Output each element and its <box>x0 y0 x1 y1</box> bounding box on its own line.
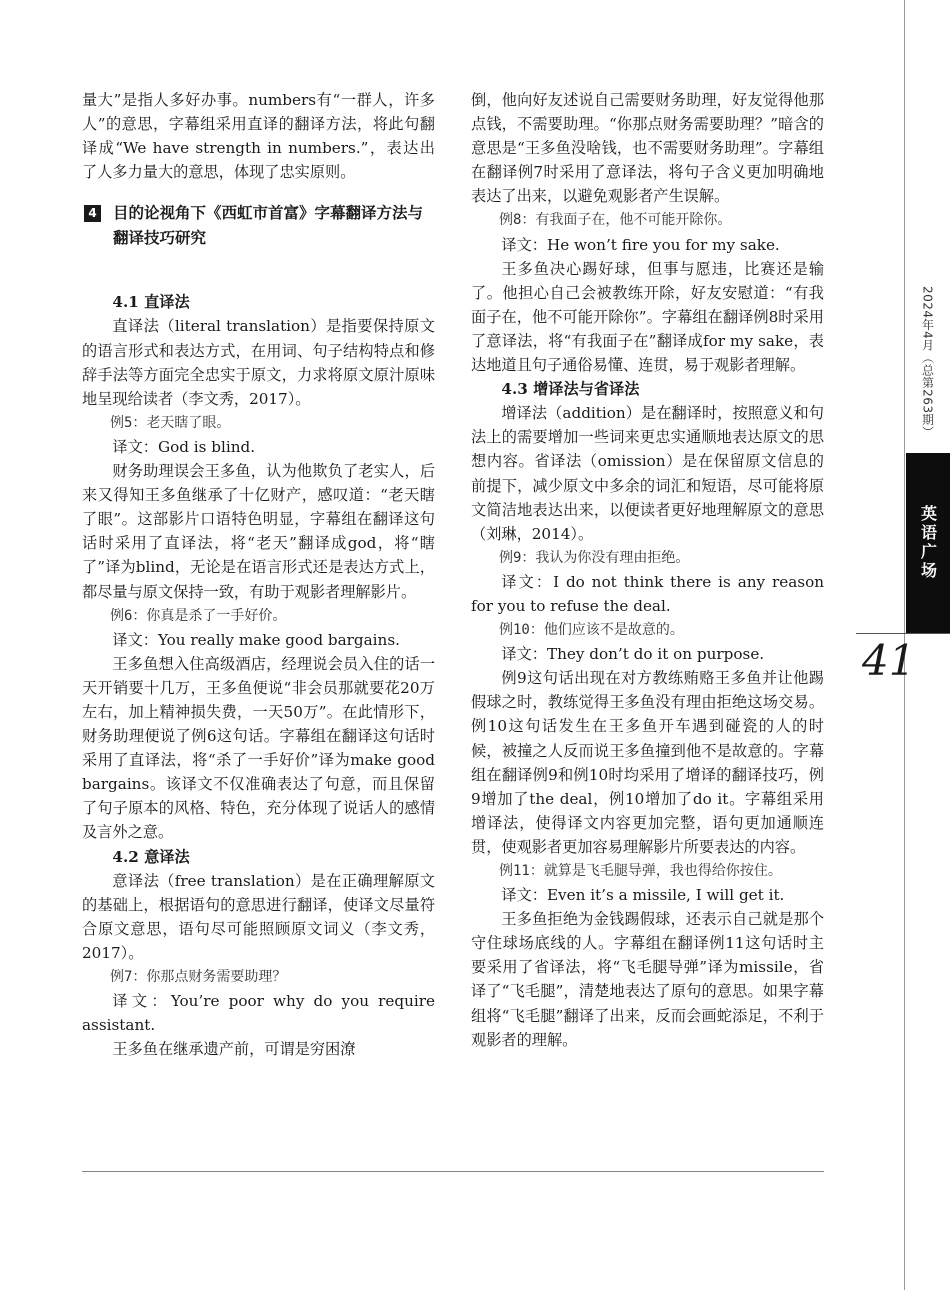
example-source: 例9：我认为你没有理由拒绝。 <box>499 549 690 566</box>
example-source: 例8：有我面子在，他不可能开除你。 <box>499 212 732 229</box>
issue-label: 2024年4月（总第263期） <box>920 285 935 439</box>
left-column <box>82 88 435 1061</box>
example-translation: 译文：You’re poor why do you require assistant. <box>82 992 435 1035</box>
right-column <box>471 88 824 1052</box>
section-title: 目的论视角下《西虹市首富》字幕翻译方法与翻译技巧研究 <box>113 204 424 248</box>
paragraph: 例9这句话出现在对方教练贿赂王多鱼并让他踢假球之时，教练觉得王多鱼没有理由拒绝这场交易。例10这句话发生在王多鱼开车遇到碰瓷的人的时候，被撞之人反而说王多鱼撞到他不是故意的。字幕组在翻译例9和例10时均采用了增译的翻译技巧，例9增加了the deal，例10增加了do it。字幕组采用增译法，使得译文内容更加完整，语句更加通顺连贯，使观影者更加容易理解影片所要表达的内容。 <box>471 669 824 856</box>
paragraph: 王多鱼想入住高级酒店，经理说会员入住的话一天开销要十几万，王多鱼便说“非会员那就要花20万左右，加上精神损失费，一天50万”。在此情形下，财务助理便说了例6这句话。字幕组在翻译这句话时采用了直译法，将“杀了一手好价”译为make good bargains。该译文不仅准确表达了句意，而且保留了句子原本的风格、特色，充分体现了说话人的感情及言外之意。 <box>82 654 435 842</box>
section-number: 4 <box>84 205 101 222</box>
example-source: 例11：就算是飞毛腿导弹，我也得给你按住。 <box>499 863 782 879</box>
page-number: 41 <box>862 636 916 685</box>
paragraph: 王多鱼拒绝为金钱踢假球，还表示自己就是那个守住球场底线的人。字幕组在翻译例11这句话时主要采用了省译法，将“飞毛腿导弹”译为missile，省译了“飞毛腿”，清楚地表达了原句的意思。如果字幕组将“飞毛腿”翻译了出来，反而会画蛇添足，不利于观影者的理解。 <box>471 910 824 1049</box>
example-translation: 译文：I do not think there is any reason for you to refuse the deal. <box>471 572 824 615</box>
paragraph: 增译法（addition）是在翻译时，按照意义和句法上的需要增加一些词来更忠实通顺地表达原文的思想内容。省译法（omission）是在保留原文信息的前提下，减少原文中多余的词汇和短语，尽可能将原文简洁地表达出来，以便读者更好地理解原文的意思（刘琳，2014）。 <box>471 404 824 543</box>
example-source: 例7：你那点财务需要助理？ <box>110 969 287 985</box>
paragraph: 王多鱼决心踢好球，但事与愿违，比赛还是输了。他担心自己会被教练开除，好友安慰道：“有我面子在，他不可能开除你”。字幕组在翻译例8时采用了意译法，将“有我面子在”翻译成for my sake，表达地道且句子通俗易懂、连贯，易于观影者理解。 <box>471 259 824 375</box>
example-source: 例6：你真是杀了一手好价。 <box>110 607 287 624</box>
example-source: 例10：他们应该不是故意的。 <box>499 622 684 639</box>
paragraph: 倒，他向好友述说自己需要财务助理，好友觉得他那点钱，不需要助理。“你那点财务需要助理？”暗含的意思是“王多鱼没啥钱，也不需要财务助理”。字幕组在翻译例7时采用了意译法，将句子含义更加明确地表达了出来，以避免观影者产生误解。 <box>471 91 824 206</box>
paragraph: 意译法（free translation）是在正确理解原文的基础上，根据语句的意思进行翻译，使译文尽量符合原文意思，语句尽可能照顾原文词义（李文秀，2017）。 <box>82 871 435 962</box>
page-number-divider <box>856 633 950 634</box>
subsection-heading: 4.1 直译法 <box>112 293 190 312</box>
example-translation: 译文：God is blind. <box>112 437 256 456</box>
bottom-divider <box>82 1171 824 1172</box>
subsection-heading: 4.3 增译法与省译法 <box>501 380 640 399</box>
example-translation: 译文：You really make good bargains. <box>112 630 400 649</box>
section-heading <box>82 201 435 251</box>
paragraph: 财务助理误会王多鱼，认为他欺负了老实人，后来又得知王多鱼继承了十亿财产，感叹道：“老天瞎了眼”。这部影片口语特色明显，字幕组在翻译这句话时采用了直译法，将“老天”翻译成god，将“瞎了”译为blind，无论是在语言形式还是表达方式上，都尽量与原文保持一致，有助于观影者理解影片。 <box>82 462 435 601</box>
subsection-heading: 4.2 意译法 <box>112 847 190 866</box>
example-translation: 译文：Even it’s a missile, I will get it. <box>501 886 785 905</box>
paragraph: 直译法（literal translation）是指要保持原文的语言形式和表达方式，在用词、句子结构特点和修辞手法等方面完全忠实于原文，力求将原文原汁原味地呈现给读者（李文秀，2017）。 <box>82 317 435 408</box>
example-translation: 译文：He won’t fire you for my sake. <box>501 235 780 254</box>
section-tab: 英语广场 <box>906 453 950 633</box>
paragraph: 王多鱼在继承遗产前，可谓是穷困潦 <box>112 1040 356 1059</box>
example-source: 例5：老天瞎了眼。 <box>110 414 231 431</box>
spacer <box>82 266 435 290</box>
example-translation: 译文：They don’t do it on purpose. <box>501 645 765 664</box>
paragraph: 量大”是指人多好办事。numbers有“一群人，许多人”的意思，字幕组采用直译的翻译方法，将此句翻译成“We have strength in numbers.”，表达出了人多力量大的意思，体现了忠实原则。 <box>82 91 435 182</box>
